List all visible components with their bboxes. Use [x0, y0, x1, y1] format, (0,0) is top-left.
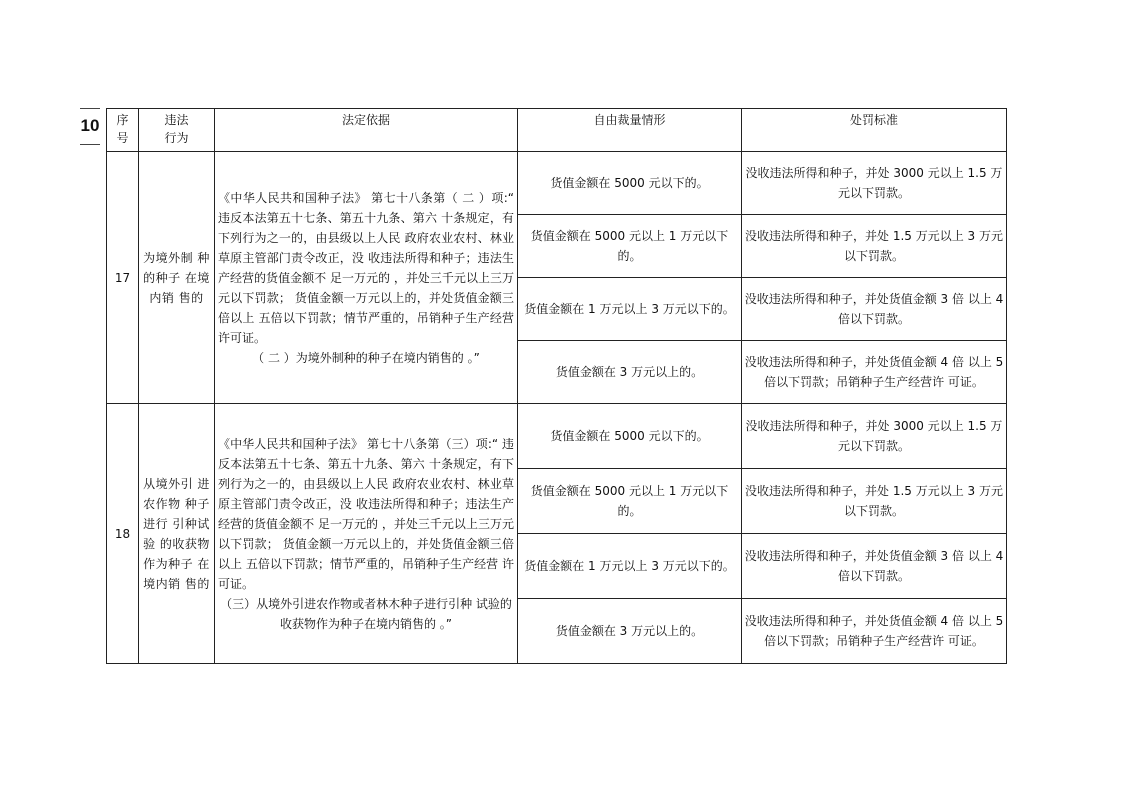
penalty-cell: 没收违法所得和种子，并处货值金额 3 倍 以上 4 倍以下罚款。	[742, 278, 1007, 341]
header-legal-basis: 法定依据	[215, 109, 518, 152]
row-illegal-act: 为境外制 种的种子 在境内销 售的	[139, 152, 215, 404]
legal-basis-item: （三）从境外引进农作物或者林木种子进行引种 试验的收获物作为种子在境内销售的 。”	[220, 596, 512, 631]
legal-basis-text: 《中华人民共和国种子法》 第七十八条第（三）项:“ 违反本法第五十七条、第五十九条、第六 十条规定，有下列行为之一的，由县级以上人民 政府农业农村、林业草原主管部门责令改正，没 收违法所得和种子；违法生产经营的货值金额不 足一万元的 ，并处三千元以上三万元以下罚款； 货值金额一万元以上的，并处货值金额三倍以上 五倍以下罚款；情节严重的，吊销种子生产经营 许可证。	[218, 436, 514, 591]
situation-cell: 货值金额在 5000 元以上 1 万元以下的。	[518, 215, 742, 278]
legal-basis-item: （ 二 ）为境外制种的种子在境内销售的 。”	[252, 350, 480, 365]
page-number: 10	[80, 116, 100, 135]
header-illegal-act: 违法 行为	[139, 109, 215, 152]
table-row	[107, 404, 1007, 469]
penalty-cell: 没收违法所得和种子，并处 1.5 万元以上 3 万元以下罚款。	[742, 469, 1007, 534]
table-header-row	[107, 109, 1007, 152]
penalty-cell: 没收违法所得和种子，并处 3000 元以上 1.5 万元以下罚款。	[742, 152, 1007, 215]
header-serial-number: 序 号	[107, 109, 139, 152]
situation-cell: 货值金额在 5000 元以上 1 万元以下的。	[518, 469, 742, 534]
table-row	[107, 152, 1007, 215]
header-discretion-situation: 自由裁量情形	[518, 109, 742, 152]
situation-cell: 货值金额在 3 万元以上的。	[518, 599, 742, 664]
penalty-discretion-table	[106, 108, 1007, 664]
row-serial-number: 18	[107, 404, 139, 664]
penalty-cell: 没收违法所得和种子，并处 3000 元以上 1.5 万元以下罚款。	[742, 404, 1007, 469]
header-penalty-standard: 处罚标准	[742, 109, 1007, 152]
page-number-block	[78, 108, 102, 145]
situation-cell: 货值金额在 1 万元以上 3 万元以下的。	[518, 534, 742, 599]
penalty-cell: 没收违法所得和种子，并处货值金额 4 倍 以上 5 倍以下罚款；吊销种子生产经营许 可证。	[742, 599, 1007, 664]
row-legal-basis	[215, 152, 518, 404]
row-illegal-act: 从境外引 进农作物 种子进行 引种试验 的收获物 作为种子 在境内销 售的	[139, 404, 215, 664]
legal-basis-text: 《中华人民共和国种子法》 第七十八条第（ 二 ）项:“ 违反本法第五十七条、第五十九条、第六 十条规定，有下列行为之一的，由县级以上人民 政府农业农村、林业草原主管部门责令改正，没 收违法所得和种子；违法生产经营的货值金额不 足一万元的 ，并处三千元以上三万元以下罚款； 货值金额一万元以上的，并处货值金额三倍以上 五倍以下罚款；情节严重的，吊销种子生产经营 许可证。	[218, 190, 514, 345]
row-serial-number: 17	[107, 152, 139, 404]
penalty-cell: 没收违法所得和种子，并处货值金额 3 倍 以上 4 倍以下罚款。	[742, 534, 1007, 599]
situation-cell: 货值金额在 5000 元以下的。	[518, 152, 742, 215]
row-legal-basis	[215, 404, 518, 664]
penalty-cell: 没收违法所得和种子，并处货值金额 4 倍 以上 5 倍以下罚款；吊销种子生产经营许 可证。	[742, 341, 1007, 404]
situation-cell: 货值金额在 5000 元以下的。	[518, 404, 742, 469]
page-number-rule-bottom	[80, 144, 100, 145]
situation-cell: 货值金额在 1 万元以上 3 万元以下的。	[518, 278, 742, 341]
penalty-cell: 没收违法所得和种子，并处 1.5 万元以上 3 万元以下罚款。	[742, 215, 1007, 278]
situation-cell: 货值金额在 3 万元以上的。	[518, 341, 742, 404]
